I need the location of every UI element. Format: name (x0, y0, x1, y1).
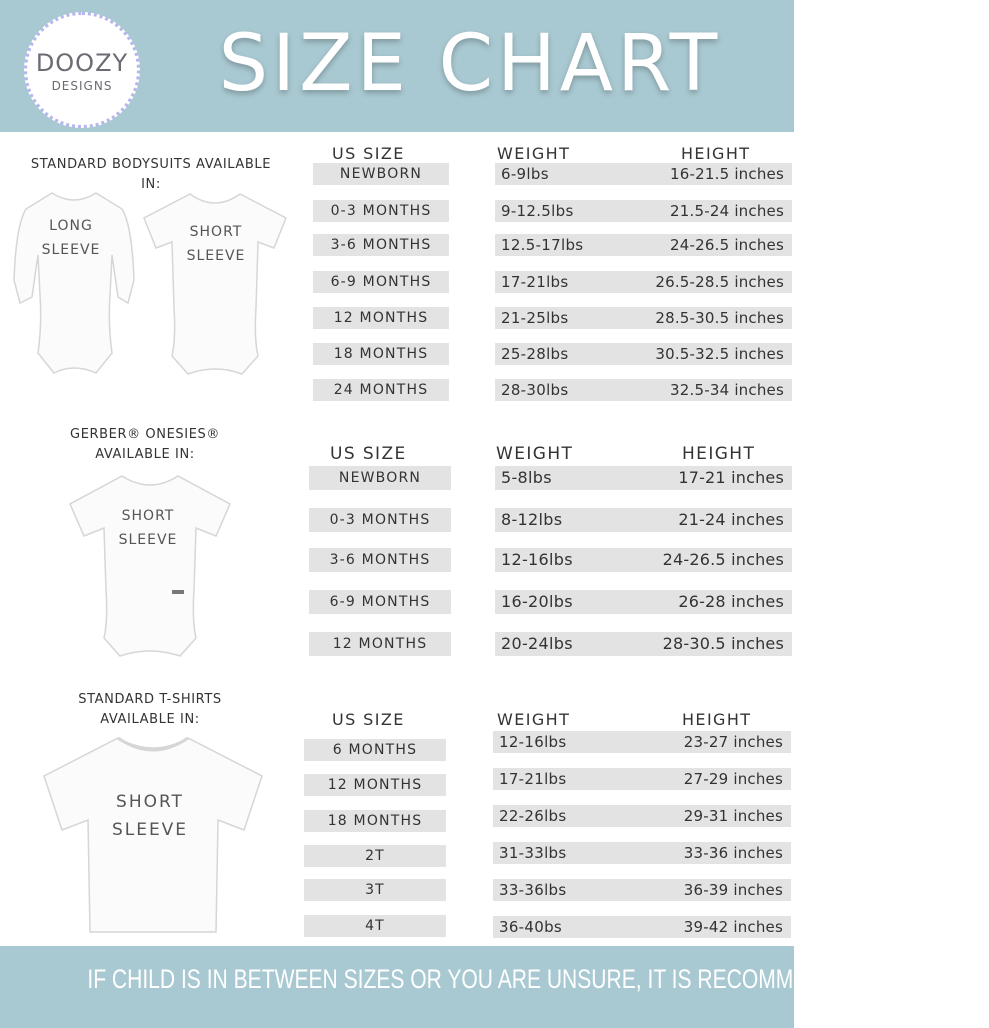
garment-label-line: SLEEVE (186, 248, 246, 264)
weight-cell: 36-40bs (493, 916, 641, 938)
column-header-weight: WEIGHT (497, 710, 571, 729)
section-label-line: GERBER® ONESIES® (70, 427, 220, 442)
weight-cell: 8-12lbs (495, 508, 640, 532)
size-cell: 3-6 MONTHS (313, 234, 449, 256)
weight-cell: 31-33lbs (493, 842, 641, 864)
size-cell: NEWBORN (313, 163, 449, 185)
column-header-us-size: US SIZE (332, 710, 405, 729)
section-label-line: AVAILABLE IN: (95, 447, 195, 462)
header-banner (0, 0, 794, 132)
section-label-bodysuits: STANDARD BODYSUITS AVAILABLE IN: (30, 157, 272, 192)
height-cell: 30.5-32.5 inches (638, 343, 792, 365)
weight-cell: 25-28lbs (495, 343, 638, 365)
column-header-height: HEIGHT (682, 710, 752, 729)
height-cell: 28.5-30.5 inches (638, 307, 792, 329)
garment-label-short-sleeve (178, 220, 254, 268)
height-cell: 32.5-34 inches (638, 379, 792, 401)
height-cell: 26-28 inches (640, 590, 792, 614)
weight-cell: 17-21lbs (495, 271, 638, 293)
weight-cell: 17-21lbs (493, 768, 641, 790)
size-cell: 6 MONTHS (304, 739, 446, 761)
garment-label-line: SHORT (121, 508, 175, 524)
short-sleeve-bodysuit-image (140, 188, 290, 378)
height-cell: 23-27 inches (641, 731, 791, 753)
height-cell: 39-42 inches (641, 916, 791, 938)
height-cell: 21-24 inches (640, 508, 792, 532)
height-cell: 17-21 inches (640, 466, 792, 490)
weight-cell: 5-8lbs (495, 466, 640, 490)
column-header-us-size: US SIZE (330, 444, 407, 464)
size-cell: 18 MONTHS (304, 810, 446, 832)
weight-cell: 12.5-17lbs (495, 234, 638, 256)
size-cell: 3-6 MONTHS (309, 548, 451, 572)
garment-label-line: SHORT (189, 224, 243, 240)
column-header-height: HEIGHT (682, 444, 756, 464)
column-header-weight: WEIGHT (497, 144, 571, 163)
size-cell: 3T (304, 879, 446, 901)
section-label-line: AVAILABLE IN: (100, 712, 200, 727)
page-title: SIZE CHART (218, 19, 722, 109)
footer-note: IF CHILD IS IN BETWEEN SIZES OR YOU ARE UNSURE, IT IS RECOMMENDED TO SIZE UP (87, 964, 989, 994)
garment-label-onesie (110, 504, 186, 552)
onesie-image (66, 470, 234, 660)
height-cell: 29-31 inches (641, 805, 791, 827)
height-cell: 33-36 inches (641, 842, 791, 864)
height-cell: 16-21.5 inches (638, 163, 792, 185)
logo-sub-text: DESIGNS (51, 79, 113, 93)
height-cell: 24-26.5 inches (640, 548, 792, 572)
size-cell: 12 MONTHS (304, 774, 446, 796)
weight-cell: 21-25lbs (495, 307, 638, 329)
section-label-tshirts (40, 690, 260, 730)
size-cell: 12 MONTHS (313, 307, 449, 329)
section-label-line: STANDARD T-SHIRTS (78, 692, 222, 707)
weight-cell: 33-36lbs (493, 879, 641, 901)
garment-label-line: SLEEVE (111, 820, 189, 840)
height-cell: 36-39 inches (641, 879, 791, 901)
garment-label-tshirt (98, 788, 202, 844)
height-cell: 21.5-24 inches (638, 200, 792, 222)
size-cell: 18 MONTHS (313, 343, 449, 365)
weight-cell: 20-24lbs (495, 632, 640, 656)
size-cell: 12 MONTHS (309, 632, 451, 656)
weight-cell: 16-20lbs (495, 590, 640, 614)
size-cell: 4T (304, 915, 446, 937)
section-label-onesies (40, 425, 250, 465)
height-cell: 24-26.5 inches (638, 234, 792, 256)
size-cell: 0-3 MONTHS (309, 508, 451, 532)
garment-label-line: SHORT (116, 792, 184, 812)
height-cell: 28-30.5 inches (640, 632, 792, 656)
size-cell: 0-3 MONTHS (313, 200, 449, 222)
weight-cell: 28-30lbs (495, 379, 638, 401)
footer-banner (0, 946, 989, 1028)
garment-label-line: SLEEVE (118, 532, 178, 548)
size-cell: 6-9 MONTHS (313, 271, 449, 293)
garment-label-line: SLEEVE (41, 242, 101, 258)
size-cell: 6-9 MONTHS (309, 590, 451, 614)
size-cell: 2T (304, 845, 446, 867)
doozy-logo (24, 12, 140, 128)
garment-label-line: LONG (49, 218, 93, 234)
garment-label-long-sleeve (36, 214, 106, 262)
column-header-us-size: US SIZE (332, 144, 405, 163)
height-cell: 26.5-28.5 inches (638, 271, 792, 293)
column-header-weight: WEIGHT (496, 444, 574, 464)
size-cell: 24 MONTHS (313, 379, 449, 401)
size-cell: NEWBORN (309, 466, 451, 490)
logo-main-text: DOOZY (35, 49, 129, 77)
height-cell: 27-29 inches (641, 768, 791, 790)
weight-cell: 12-16lbs (495, 548, 640, 572)
weight-cell: 22-26lbs (493, 805, 641, 827)
column-header-height: HEIGHT (681, 144, 751, 163)
weight-cell: 12-16lbs (493, 731, 641, 753)
weight-cell: 6-9lbs (495, 163, 638, 185)
weight-cell: 9-12.5lbs (495, 200, 638, 222)
